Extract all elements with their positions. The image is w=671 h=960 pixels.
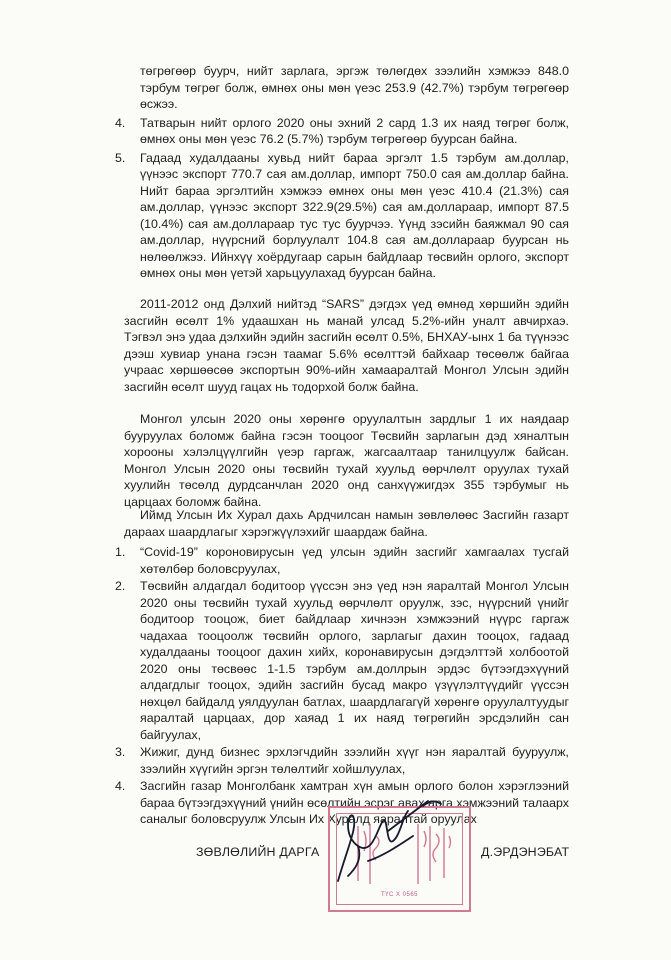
list-item-text: Засгийн газар Монголбанк хамтран хүн амын орлого болон хэрэглээний бараа бүтээгдэхүүний үнийн өсөлтийн эсрэг авах арга хэмжээний талаарх саналыг боловсруулж Улсын Их Хуралд яаралтай оруулах — [140, 779, 569, 826]
list-item-text: Төсвийн алдагдал бодитоор үүссэн энэ үед нэн яаралтай Монгол Улсын 2020 оны төсвийн тухай хуульд өөрчлөлт оруулж, зэс, нүүрсний үнийг бодитоор тооцож, биет байдлаар хичнээн хэмжээний нүүрс гаргаж чадахаа тооцоолж төсвийн орлого, зарлагыг дахин тооцох, гадаад худалдааны тооцоог дахин хийх, коронавирусын дэгдэлттэй холбоотой 2020 оны төсвөөс 1-1.5 тэрбум ам.доллрын эрдэс бүтээгдэхүүний алдагдлыг тооцох, эдийн засгийн бусад макро үзүүлэлтүүдийг үүссэн нөхцөл байдалд уялдуулан батлах, шаардлагагүй хөрөнгө оруулалтуудыг яаралтай царцаах, дор хаяад 1 их наяд төгрөгийн эрсдэлийн сан байгуулах, — [140, 579, 569, 742]
list-item — [115, 63, 569, 113]
list-item-text: төгрөгөөр буурч, нийт зарлага, эргэж төлөгдөх зээлийн хэмжээ 848.0 тэрбум төгрөг болж, өмнөх оны мөн үеэс 253.9 (42.7%) тэрбум төгрөгөөр өсжээ. — [140, 64, 569, 111]
numbered-list-top — [115, 63, 569, 282]
handwritten-signature — [328, 786, 458, 896]
list-item — [115, 744, 569, 777]
numbered-list-bottom — [115, 544, 569, 828]
list-item-number: 1. — [115, 545, 126, 559]
list-item-text: Татварын нийт орлого 2020 оны эхний 2 сард 1.3 их наяд төгрөг болж, өмнөх оны мөн үеэс 76.2 (5.7%) тэрбум төгрөгөөр буурсан байна. — [140, 115, 569, 146]
body-paragraph: 2011-2012 онд Дэлхий нийтэд “SARS” дэгдэх үед өмнөд хөршийн эдийн засгийн өсөлт 1% удаашхан нь манай улсад 5.2%-ийн уналт авчирхаэ. Тэгвэл энэ удаа дэлхийн эдийн засгийн өсөлт 0.5%, БНХАУ-ынх 1 ба түүнээс дээш хувиар унана гэсэн таамаг 5.6% өсөлттэй байхаар төсөөлж байгаа учраас хөршөөсөө экспортын 90%-ийн хамааралтай Монгол Улсын эдийн засгийн өсөлт шууд гацах нь тодорхой болж байна. — [124, 297, 569, 394]
list-item-number: 2. — [115, 579, 126, 593]
list-item — [115, 150, 569, 282]
body-paragraph: Иймд Улсын Их Хурал дахь Ардчилсан намын зөвлөлөөс Засгийн газарт дараах шаардлагыг хэрэгжүүлэхийг шаардаж байна. — [124, 508, 569, 539]
list-item-number: 3. — [115, 745, 126, 759]
signatory-title: ЗӨВЛӨЛИЙН ДАРГА — [196, 845, 320, 859]
list-item — [115, 115, 569, 148]
list-item — [115, 578, 569, 743]
list-item-number: 5. — [115, 150, 126, 165]
list-item-text: “Covid-19” короновирусын үед улсын эдийн засгийг хамгаалах тусгай хөтөлбөр боловсруулах, — [140, 545, 569, 576]
list-item-text: Жижиг, дунд бизнес эрхлэгчдийн зээлийн хүүг нэн яаралтай бууруулж, зээлийн хүүгийн эргэн төлөлтийг хойшлуулах, — [140, 745, 569, 776]
stamp-text: ТҮС Х 0565 — [380, 892, 419, 898]
body-paragraph: Монгол улсын 2020 оны хөрөнгө оруулалтын зардлыг 1 их наядаар бууруулах боломж байна гэсэн тооцоог Төсвийн зарлагын дэд хяналтын хорооны хэлэлцүүлгийн үеэр гаргаж, жагсаалтаар танилцуулж байсан. Монгол Улсын 2020 оны төсвийн тухай хуульд өөрчлөлт оруулах тухай хуулийн төсөлд дурдсанчлан 2020 онд санхүүжигдэх 355 тэрбумыг нь царцаах боломж байна. — [124, 412, 569, 509]
list-item-number: 4. — [115, 115, 126, 130]
list-item-number: 4. — [115, 779, 126, 793]
signatory-name: Д.ЭРДЭНЭБАТ — [481, 845, 570, 859]
list-item-text: Гадаад худалдааны хувьд нийт бараа эргэлт 1.5 тэрбум ам.доллар, үүнээс экспорт 770.7 сая ам.доллар, импорт 750.0 сая ам.доллар байна. Нийт бараа эргэлтийн хэмжээ өмнөх оны мөн үеэс 410.4 (21.3%) сая ам.доллар, үүнээс экспорт 322.9(29.5%) сая ам.доллараар, импорт 87.5 (10.4%) сая ам.доллараар тус тус буурчээ. Үүнд зэсийн баяжмал 90 сая ам.доллар, нүүрсний борлуулалт 104.8 сая ам.доллараар буурсан нь нөлөөлжээ. Ийнхүү хоёрдугаар сарын байдлаар төсвийн орлого, экспорт өмнөх оны мөн үетэй харьцуулахад буурсан байна. — [140, 150, 569, 280]
list-item — [115, 544, 569, 577]
